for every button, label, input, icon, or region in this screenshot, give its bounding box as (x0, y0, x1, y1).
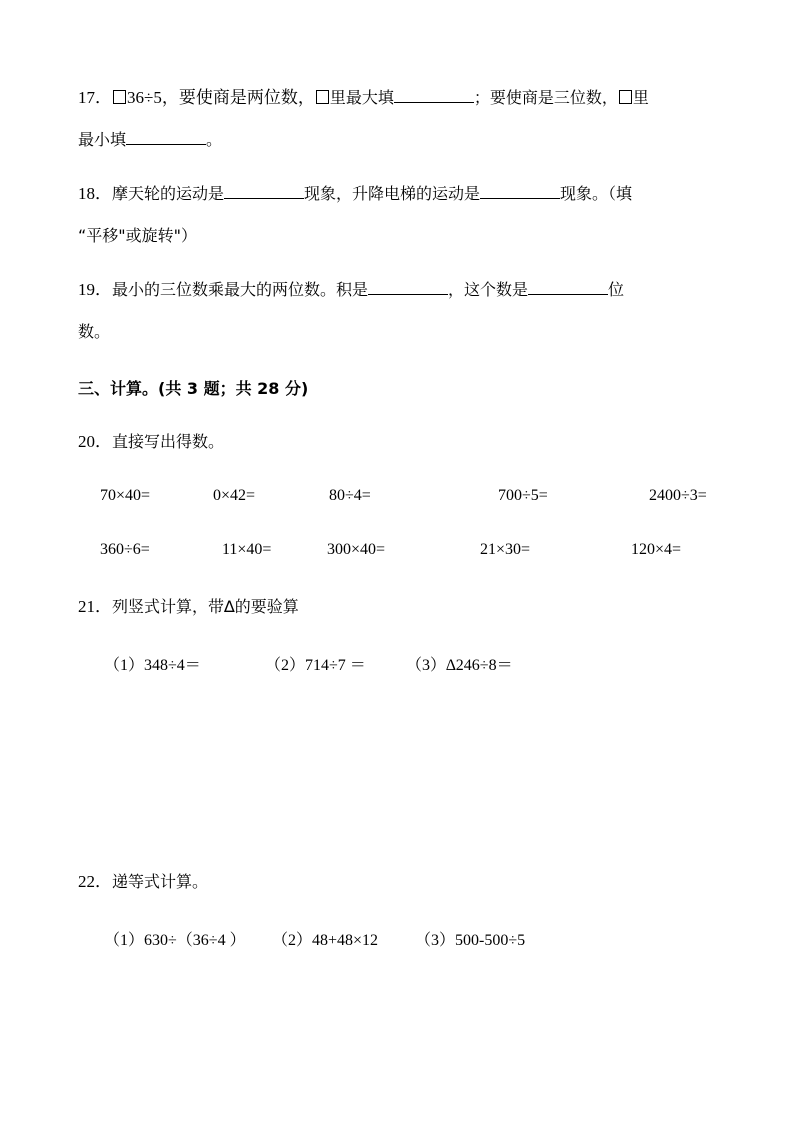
oral-calc-item: 120×4= (631, 541, 682, 558)
question-text: 摩天轮的运动是 (112, 184, 225, 203)
question-number: 21． (78, 597, 112, 616)
question-text: 数。 (78, 322, 111, 341)
question-text: 最小填 (78, 130, 127, 149)
section-3-title: 三、计算。(共 3 题；共 28 分) (78, 379, 309, 398)
answer-blank[interactable] (224, 184, 304, 199)
answer-blank[interactable] (368, 280, 448, 295)
stepwise-calc-item: （1）630÷（36÷4 ） (104, 932, 246, 949)
question-text: 里最大填 (329, 88, 394, 107)
answer-blank[interactable] (126, 130, 206, 145)
oral-calc-item: 700÷5= (498, 487, 548, 504)
question-text: ；要使商是三位数， (473, 88, 618, 107)
question-number: 20． (78, 432, 112, 451)
answer-blank[interactable] (394, 88, 474, 103)
question-text: 36÷5，要使商是两位数， (127, 88, 315, 107)
question-18-line-2 (78, 226, 197, 246)
answer-blank[interactable] (480, 184, 560, 199)
oral-calc-item: 21×30= (480, 541, 531, 558)
question-22-header (78, 872, 208, 892)
question-19-line-1 (78, 280, 624, 300)
question-text: 现象，升降电梯的运动是 (304, 184, 481, 203)
question-text: “平移"或旋转"） (78, 226, 198, 245)
question-17-line-1 (78, 88, 649, 108)
question-number: 17． (78, 88, 112, 107)
question-text: 现象。（填 (560, 184, 633, 203)
question-text: 直接写出得数。 (112, 432, 225, 451)
question-text: 。 (206, 130, 223, 149)
oral-calc-item: 2400÷3= (649, 487, 707, 504)
question-text: ，这个数是 (448, 280, 529, 299)
digit-box (619, 90, 632, 104)
oral-calc-item: 0×42= (213, 487, 256, 504)
question-text: 最小的三位数乘最大的两位数。积是 (112, 280, 369, 299)
stepwise-calc-item: （3）500-500÷5 (415, 932, 526, 949)
question-number: 18． (78, 184, 112, 203)
question-19-line-2 (78, 322, 110, 342)
question-text: 递等式计算。 (112, 872, 209, 891)
question-text: 里 (632, 88, 649, 107)
question-number: 19． (78, 280, 112, 299)
digit-box (113, 90, 126, 104)
question-21-header (78, 597, 299, 617)
stepwise-calc-item: （2）48+48×12 (272, 932, 379, 949)
question-number: 22． (78, 872, 112, 891)
vertical-calc-item: （1）348÷4＝ (104, 657, 201, 674)
question-17-line-2 (78, 130, 222, 150)
oral-calc-item: 360÷6= (100, 541, 150, 558)
oral-calc-item: 11×40= (222, 541, 272, 558)
vertical-calc-item: （2）714÷7 ＝ (265, 657, 366, 674)
oral-calc-item: 70×40= (100, 487, 151, 504)
oral-calc-item: 80÷4= (329, 487, 371, 504)
question-text: 列竖式计算，带∆的要验算 (112, 597, 299, 616)
oral-calc-item: 300×40= (327, 541, 386, 558)
question-text: 位 (608, 280, 625, 299)
question-20-header (78, 432, 224, 452)
digit-box (316, 90, 329, 104)
answer-blank[interactable] (528, 280, 608, 295)
question-18-line-1 (78, 184, 632, 204)
vertical-calc-item: （3）∆246÷8＝ (406, 657, 513, 674)
